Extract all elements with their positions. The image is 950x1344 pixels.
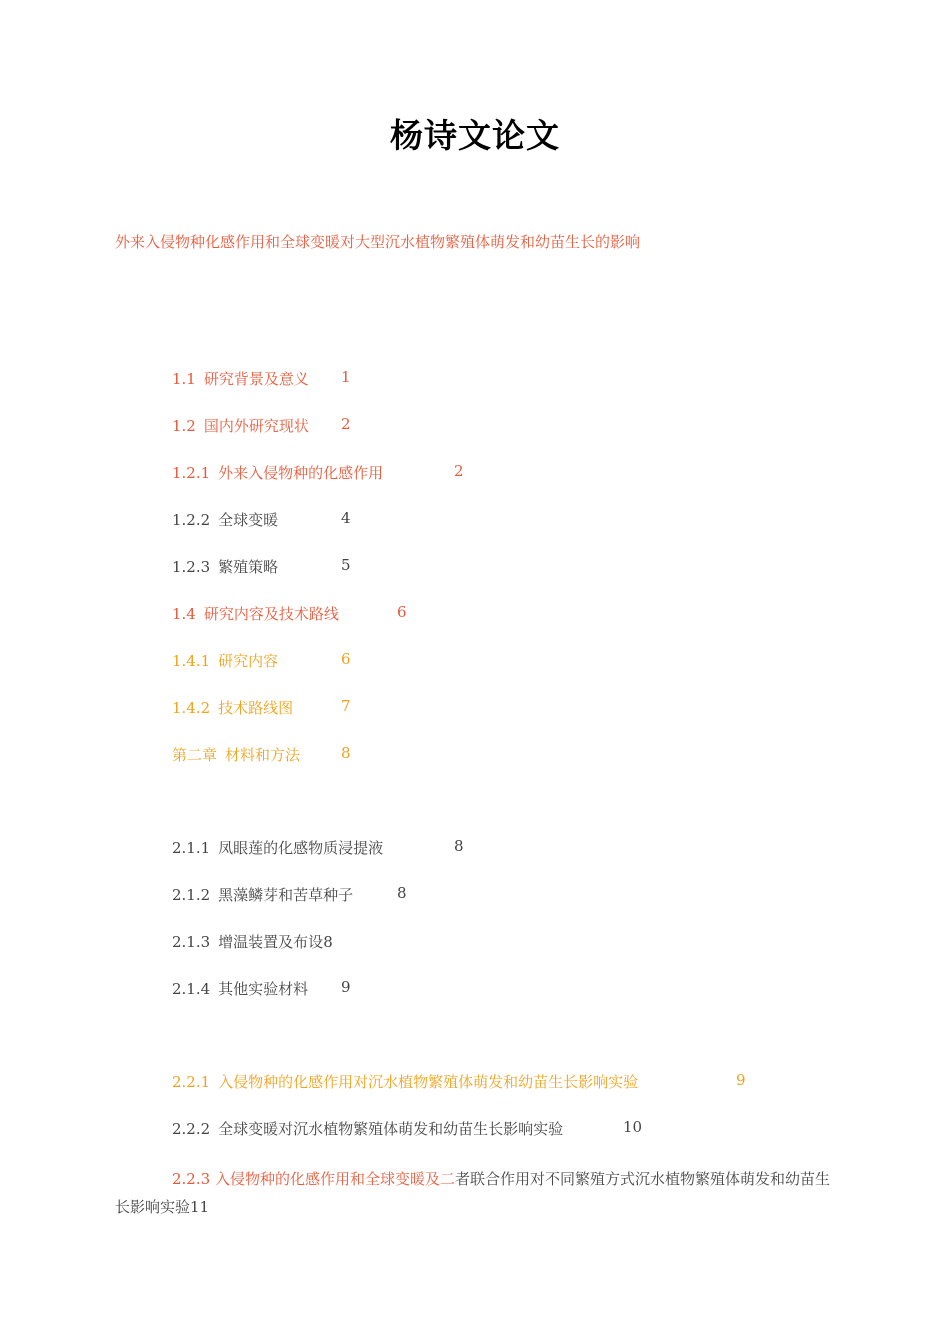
toc-number: 1.2 xyxy=(172,417,196,435)
toc-page: 9 xyxy=(341,978,351,996)
toc-page: 1 xyxy=(341,368,351,386)
toc-number: 1.2.2 xyxy=(172,511,211,529)
toc-number: 1.4 xyxy=(172,605,196,623)
toc-page: 8 xyxy=(323,933,333,951)
toc-item[interactable] xyxy=(172,650,351,671)
toc-text: 黑藻鳞芽和苦草种子 xyxy=(218,886,354,904)
toc-page: 10 xyxy=(623,1118,643,1136)
toc-item[interactable] xyxy=(172,884,407,905)
toc-text: 全球变暖对沉水植物繁殖体萌发和幼苗生长影响实验 xyxy=(218,1120,564,1138)
toc-page: 6 xyxy=(397,603,407,621)
toc-item[interactable] xyxy=(172,556,351,577)
toc-number: 1.4.1 xyxy=(172,652,211,670)
toc-text: 技术路线图 xyxy=(218,699,294,717)
toc-text: 凤眼莲的化感物质浸提液 xyxy=(218,839,384,857)
toc-item-long[interactable] xyxy=(115,1165,835,1221)
toc-page: 5 xyxy=(341,556,351,574)
toc-item[interactable] xyxy=(172,415,351,436)
toc-item[interactable] xyxy=(172,931,333,952)
toc-text-rest: 者联合作用对不同繁殖方式沉水植物繁殖体萌发和幼苗生长影响实验11 xyxy=(115,1170,830,1216)
toc-item[interactable] xyxy=(172,837,464,858)
toc-page: 6 xyxy=(341,650,351,668)
toc-number: 2.2.2 xyxy=(172,1120,211,1138)
toc-text: 其他实验材料 xyxy=(218,980,309,998)
toc-number: 1.2.3 xyxy=(172,558,211,576)
toc-number: 2.2.3 xyxy=(172,1170,211,1188)
toc-number: 2.1.2 xyxy=(172,886,211,904)
toc-number: 1.4.2 xyxy=(172,699,211,717)
toc-text: 繁殖策略 xyxy=(218,558,279,576)
toc-number: 第二章 xyxy=(172,746,218,764)
toc-number: 1.2.1 xyxy=(172,464,211,482)
toc-item[interactable] xyxy=(172,978,351,999)
toc-item[interactable] xyxy=(172,1118,643,1139)
toc-page: 8 xyxy=(454,837,464,855)
toc-page: 7 xyxy=(341,697,351,715)
toc-item[interactable] xyxy=(172,697,351,718)
toc-text: 入侵物种的化感作用对沉水植物繁殖体萌发和幼苗生长影响实验 xyxy=(218,1073,639,1091)
toc-text: 外来入侵物种的化感作用 xyxy=(218,464,384,482)
toc-text-highlight: 入侵物种的化感作用和全球变暖及二 xyxy=(214,1170,455,1188)
toc-item[interactable] xyxy=(172,603,407,624)
toc-number: 2.2.1 xyxy=(172,1073,211,1091)
page-title: 杨诗文论文 xyxy=(390,116,560,155)
toc-text: 国内外研究现状 xyxy=(203,417,309,435)
toc-page: 9 xyxy=(736,1071,746,1089)
toc-text: 全球变暖 xyxy=(218,511,279,529)
toc-page: 8 xyxy=(397,884,407,902)
toc-number: 2.1.3 xyxy=(172,933,211,951)
toc-text: 研究内容及技术路线 xyxy=(203,605,339,623)
toc-text: 材料和方法 xyxy=(225,746,301,764)
toc-text: 研究内容 xyxy=(218,652,279,670)
toc-number: 2.1.4 xyxy=(172,980,211,998)
toc-text: 增温装置及布设 xyxy=(218,933,324,951)
toc-page: 4 xyxy=(341,509,351,527)
toc-number: 1.1 xyxy=(172,370,196,388)
thesis-subtitle: 外来入侵物种化感作用和全球变暖对大型沉水植物繁殖体萌发和幼苗生长的影响 xyxy=(115,233,641,251)
toc-page: 2 xyxy=(454,462,464,480)
toc-text: 研究背景及意义 xyxy=(203,370,309,388)
toc-item[interactable] xyxy=(172,462,464,483)
toc-page: 2 xyxy=(341,415,351,433)
toc-item[interactable] xyxy=(172,509,351,530)
toc-page: 8 xyxy=(341,744,351,762)
toc-number: 2.1.1 xyxy=(172,839,211,857)
toc-item[interactable] xyxy=(172,368,351,389)
toc-item[interactable] xyxy=(172,744,351,765)
toc-item[interactable] xyxy=(172,1071,746,1092)
